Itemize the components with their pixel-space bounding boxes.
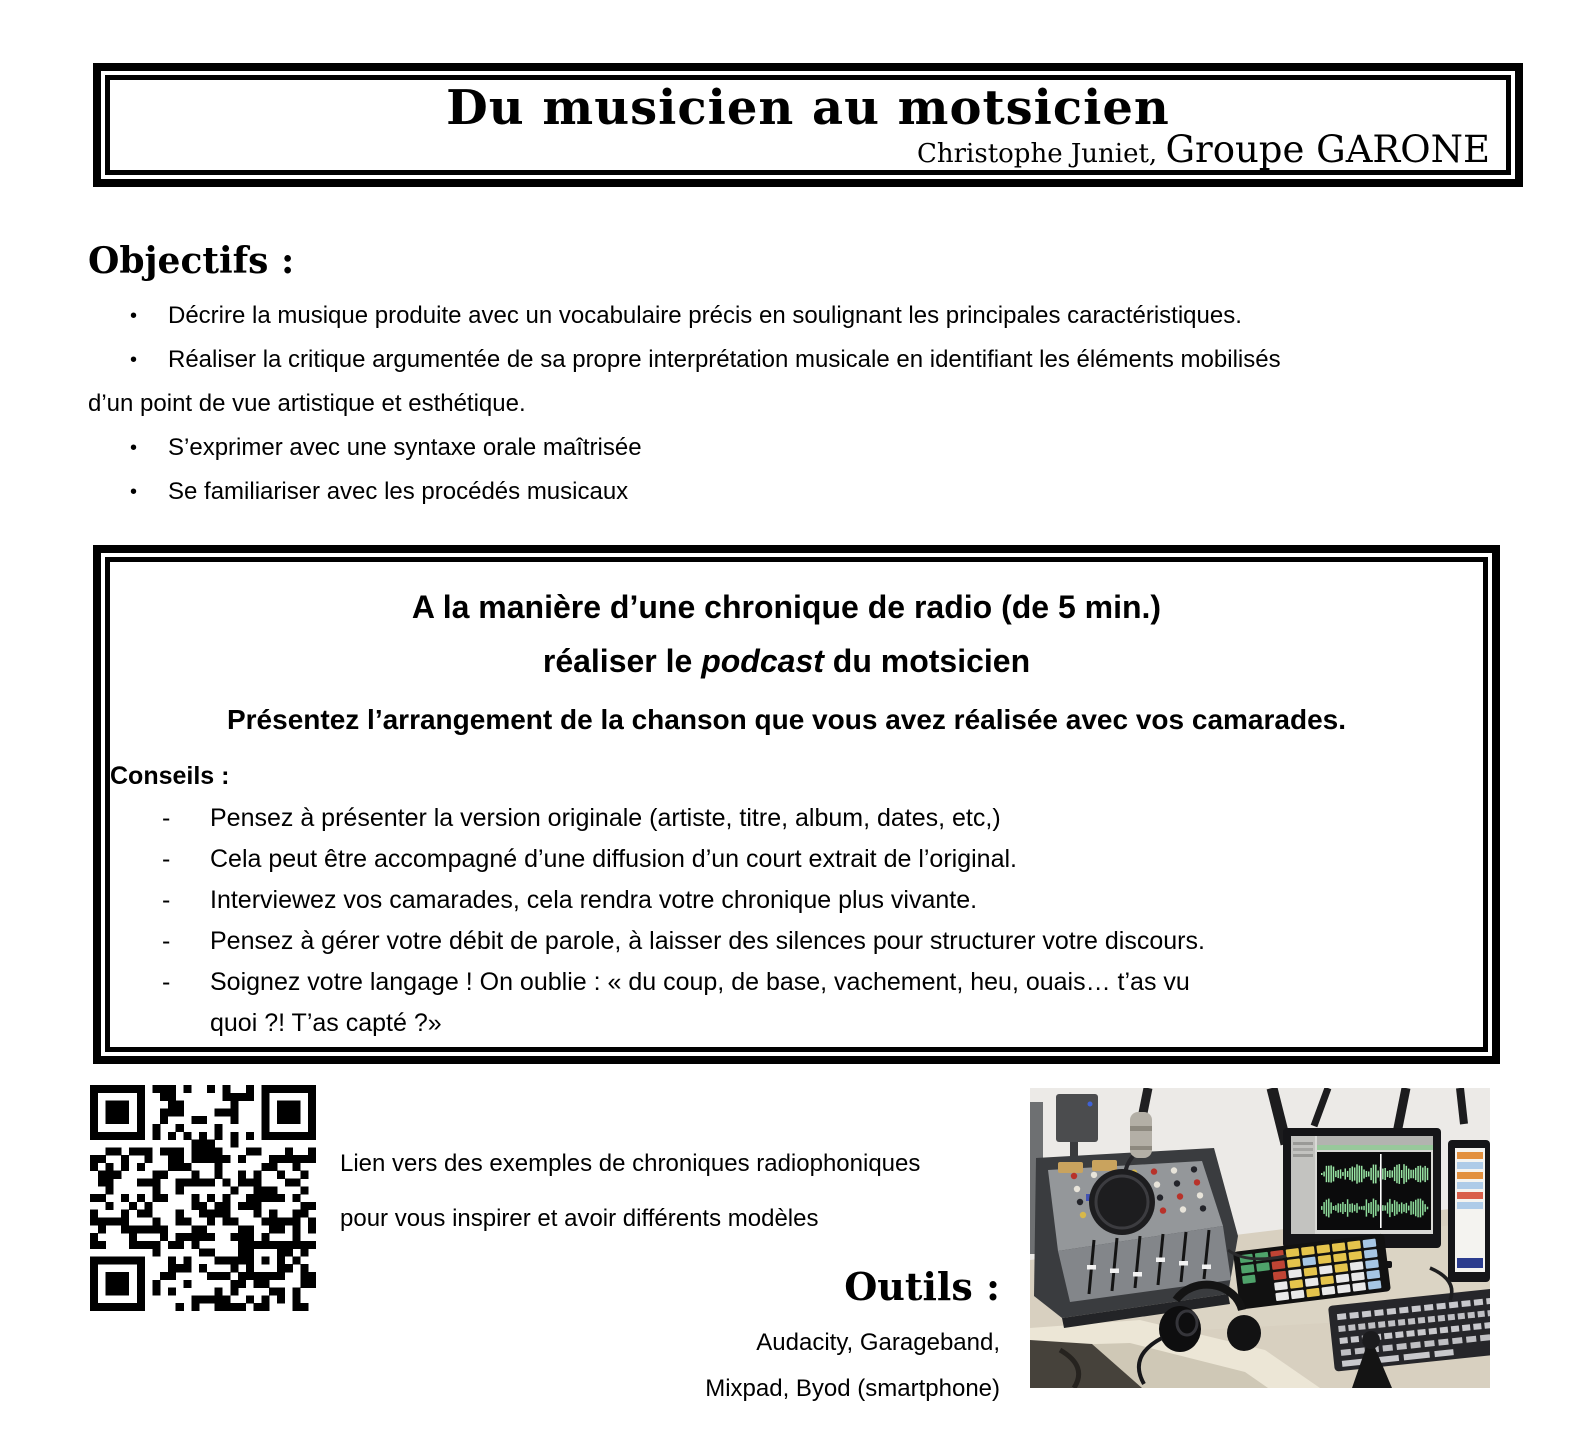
dash-icon: - bbox=[162, 968, 171, 996]
bullet-icon: • bbox=[130, 437, 138, 459]
qr-caption bbox=[340, 1136, 920, 1246]
tools-line1: Audacity, Garageband, bbox=[756, 1329, 1000, 1356]
task-subtitle: Présentez l’arrangement de la chanson que vous avez réalisée avec vos camarades. bbox=[226, 704, 1346, 735]
dash-icon: - bbox=[162, 886, 171, 914]
task-title-line2-prefix: réaliser le bbox=[542, 643, 702, 679]
playlist-monitor bbox=[1448, 1140, 1490, 1282]
advice-heading: Conseils : bbox=[110, 762, 230, 790]
list-item bbox=[88, 470, 1488, 514]
dash-icon: - bbox=[162, 804, 171, 832]
list-item-text: Soignez votre langage ! On oublie : « du coup, de base, vachement, heu, ouais… t’as vu bbox=[210, 968, 1190, 996]
dash-icon: - bbox=[162, 927, 171, 955]
dash-icon: - bbox=[162, 845, 171, 873]
title-box bbox=[93, 63, 1523, 187]
document-title: Du musicien au motsicien bbox=[446, 80, 1170, 136]
list-item bbox=[88, 338, 1488, 382]
task-title-line2-suffix: du motsicien bbox=[823, 643, 1031, 679]
tools-line2: Mixpad, Byod (smartphone) bbox=[705, 1375, 1000, 1402]
tools-list bbox=[520, 1320, 1000, 1412]
list-item-continuation bbox=[110, 1003, 1463, 1044]
dash-icon bbox=[162, 1003, 210, 1044]
radio-studio-photo bbox=[1030, 1088, 1490, 1388]
bullet-icon: • bbox=[130, 305, 138, 327]
qr-code bbox=[90, 1085, 316, 1311]
qr-caption-line2: pour vous inspirer et avoir différents modèles bbox=[340, 1205, 819, 1232]
list-item bbox=[110, 880, 1463, 921]
objectives-list bbox=[88, 294, 1488, 514]
list-item-text: Pensez à présenter la version originale (artiste, titre, album, dates, etc,) bbox=[210, 804, 1001, 832]
list-item-text: Interviewez vos camarades, cela rendra votre chronique plus vivante. bbox=[210, 886, 978, 914]
list-item bbox=[110, 839, 1463, 880]
task-box bbox=[93, 545, 1500, 1064]
objectives-heading: Objectifs : bbox=[88, 240, 295, 282]
qr-caption-line1: Lien vers des exemples de chroniques radiophoniques bbox=[340, 1150, 921, 1177]
list-item-continuation: d’un point de vue artistique et esthétique. bbox=[88, 390, 526, 417]
title-box-inner bbox=[105, 75, 1511, 175]
list-item-text: S’exprimer avec une syntaxe orale maîtrisée bbox=[168, 434, 642, 461]
list-item bbox=[88, 426, 1488, 470]
byline-author: Christophe Juniet, bbox=[916, 139, 1166, 169]
list-item bbox=[110, 921, 1463, 962]
tools-heading: Outils : bbox=[844, 1264, 1000, 1309]
task-title-line2 bbox=[110, 634, 1463, 688]
list-item-text: Cela peut être accompagné d’une diffusion d’un court extrait de l’original. bbox=[210, 845, 1017, 873]
list-item-text: Pensez à gérer votre débit de parole, à laisser des silences pour structurer votre discours. bbox=[210, 927, 1205, 955]
list-item-text: quoi ?! T’as capté ?» bbox=[210, 1009, 442, 1037]
list-item bbox=[88, 294, 1488, 338]
task-title-line2-italic: podcast bbox=[701, 643, 824, 679]
list-item bbox=[110, 798, 1463, 839]
list-item-text: Décrire la musique produite avec un vocabulaire précis en soulignant les principales caractéristiques. bbox=[168, 302, 1242, 329]
byline-group: Groupe GARONE bbox=[1165, 128, 1490, 171]
task-box-inner bbox=[105, 557, 1488, 1052]
advice-list bbox=[110, 798, 1463, 1044]
list-item-text: Réaliser la critique argumentée de sa propre interprétation musicale en identifiant les éléments mobilisés bbox=[168, 346, 1281, 373]
bullet-icon: • bbox=[130, 349, 138, 371]
pop-filter-icon bbox=[1089, 1169, 1155, 1235]
list-item bbox=[110, 962, 1463, 1003]
byline bbox=[126, 128, 1490, 176]
objectives-section bbox=[88, 240, 1488, 514]
list-item-text: Se familiariser avec les procédés musicaux bbox=[168, 478, 629, 505]
task-title-line1: A la manière d’une chronique de radio (de 5 min.) bbox=[411, 589, 1162, 625]
bullet-icon: • bbox=[130, 481, 138, 503]
